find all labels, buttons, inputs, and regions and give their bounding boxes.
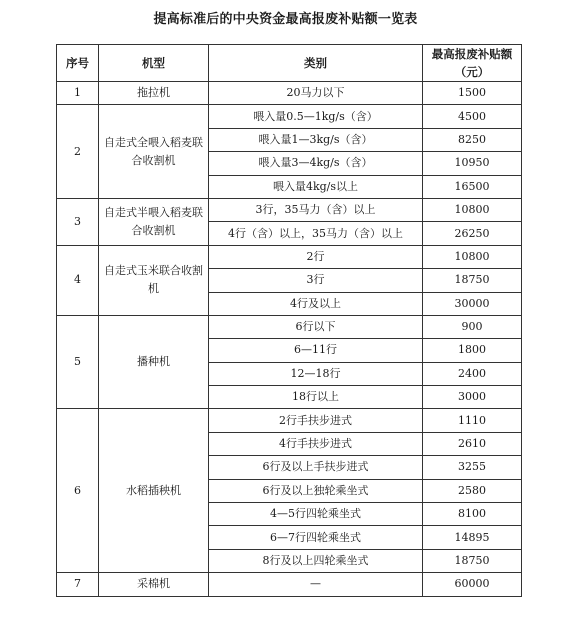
- subsidy-amount: 3255: [423, 456, 522, 479]
- machine-category: 4行（含）以上，35马力（含）以上: [209, 222, 423, 245]
- machine-model: 拖拉机: [99, 82, 209, 105]
- table-row: [57, 573, 522, 596]
- machine-category: 喂入量3—4kg/s（含）: [209, 152, 423, 175]
- machine-category: 12—18行: [209, 362, 423, 385]
- subsidy-amount: 30000: [423, 292, 522, 315]
- table-row: [57, 315, 522, 338]
- machine-category: 3行，35马力（含）以上: [209, 198, 423, 221]
- machine-category: 6行以下: [209, 315, 423, 338]
- subsidy-amount: 1500: [423, 82, 522, 105]
- machine-category: 喂入量1—3kg/s（含）: [209, 128, 423, 151]
- subsidy-amount: 10800: [423, 245, 522, 268]
- subsidy-amount: 10950: [423, 152, 522, 175]
- subsidy-amount: 2580: [423, 479, 522, 502]
- subsidy-amount: 8100: [423, 503, 522, 526]
- machine-model: 采棉机: [99, 573, 209, 596]
- machine-category: 2行: [209, 245, 423, 268]
- machine-category: 6—11行: [209, 339, 423, 362]
- table-title: 提高标准后的中央资金最高报废补贴额一览表: [153, 12, 418, 27]
- machine-category: 8行及以上四轮乘坐式: [209, 549, 423, 572]
- machine-category: 4—5行四轮乘坐式: [209, 503, 423, 526]
- machine-model: 播种机: [99, 315, 209, 409]
- machine-category: 喂入量4kg/s以上: [209, 175, 423, 198]
- subsidy-amount: 2610: [423, 432, 522, 455]
- header-no: 序号: [57, 45, 99, 82]
- subsidy-amount: 10800: [423, 198, 522, 221]
- header-category: 类别: [209, 45, 423, 82]
- row-number: 2: [57, 105, 99, 199]
- subsidy-amount: 3000: [423, 386, 522, 409]
- subsidy-amount: 2400: [423, 362, 522, 385]
- row-number: 4: [57, 245, 99, 315]
- row-number: 3: [57, 198, 99, 245]
- table-row: [57, 409, 522, 432]
- row-number: 5: [57, 315, 99, 409]
- machine-category: 6—7行四轮乘坐式: [209, 526, 423, 549]
- header-model: 机型: [99, 45, 209, 82]
- machine-model: 自走式玉米联合收割机: [99, 245, 209, 315]
- subsidy-table: [56, 44, 522, 597]
- table-row: [57, 198, 522, 221]
- subsidy-amount: 1800: [423, 339, 522, 362]
- machine-category: 6行及以上手扶步进式: [209, 456, 423, 479]
- subsidy-amount: 14895: [423, 526, 522, 549]
- machine-category: 3行: [209, 269, 423, 292]
- machine-category: 6行及以上独轮乘坐式: [209, 479, 423, 502]
- row-number: 7: [57, 573, 99, 596]
- machine-category: 20马力以下: [209, 82, 423, 105]
- subsidy-amount: 16500: [423, 175, 522, 198]
- subsidy-amount: 18750: [423, 549, 522, 572]
- machine-category: 18行以上: [209, 386, 423, 409]
- machine-category: 4行及以上: [209, 292, 423, 315]
- subsidy-amount: 1110: [423, 409, 522, 432]
- row-number: 1: [57, 82, 99, 105]
- table-row: [57, 105, 522, 128]
- machine-model: 自走式全喂入稻麦联合收割机: [99, 105, 209, 199]
- machine-model: 水稻插秧机: [99, 409, 209, 573]
- machine-model: 自走式半喂入稻麦联合收割机: [99, 198, 209, 245]
- machine-category: 喂入量0.5—1kg/s（含）: [209, 105, 423, 128]
- row-number: 6: [57, 409, 99, 573]
- subsidy-amount: 900: [423, 315, 522, 338]
- subsidy-amount: 26250: [423, 222, 522, 245]
- table-row: [57, 82, 522, 105]
- subsidy-amount: 8250: [423, 128, 522, 151]
- header-row: [57, 45, 522, 82]
- machine-category: 2行手扶步进式: [209, 409, 423, 432]
- table-row: [57, 245, 522, 268]
- subsidy-amount: 18750: [423, 269, 522, 292]
- subsidy-amount: 60000: [423, 573, 522, 596]
- table-body: [57, 82, 522, 597]
- machine-category: 4行手扶步进式: [209, 432, 423, 455]
- subsidy-amount: 4500: [423, 105, 522, 128]
- header-amount: 最高报废补贴额（元）: [423, 45, 522, 82]
- machine-category: —: [209, 573, 423, 596]
